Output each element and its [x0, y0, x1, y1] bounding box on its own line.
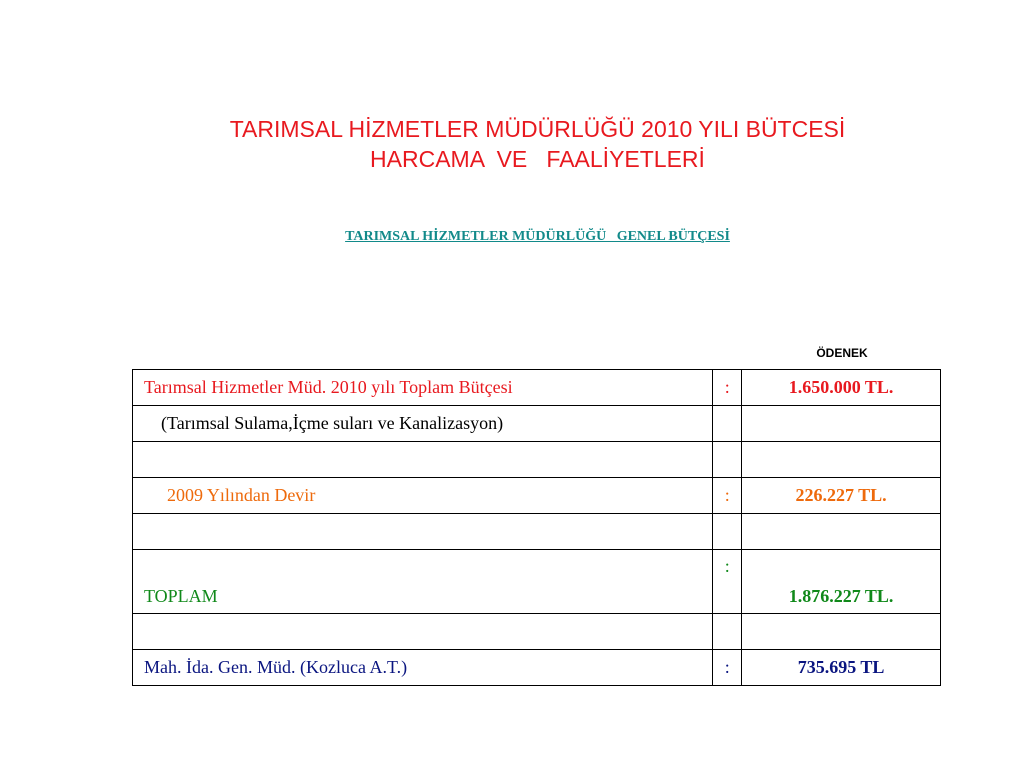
table-row	[133, 370, 941, 406]
row-separator	[713, 614, 742, 650]
row-value: 735.695 TL	[742, 650, 941, 686]
table-row	[133, 478, 941, 514]
row-separator: :	[713, 478, 742, 514]
row-label	[133, 442, 713, 478]
row-separator: :	[713, 550, 742, 614]
table-row	[133, 406, 941, 442]
row-separator	[713, 514, 742, 550]
row-value: 226.227 TL.	[742, 478, 941, 514]
row-value: 1.876.227 TL.	[742, 550, 941, 614]
row-label: 2009 Yılından Devir	[133, 478, 713, 514]
table-row	[133, 514, 941, 550]
table-row	[133, 614, 941, 650]
title-line-2: HARCAMA VE FAALİYETLERİ	[370, 146, 705, 172]
section-subtitle: TARIMSAL HİZMETLER MÜDÜRLÜĞÜ GENEL BÜTÇESİ	[345, 229, 730, 244]
column-header-odenek: ÖDENEK	[816, 346, 868, 360]
budget-table	[132, 369, 941, 686]
row-value	[742, 406, 941, 442]
row-separator: :	[713, 650, 742, 686]
table-row	[133, 650, 941, 686]
row-label: TOPLAM	[133, 550, 713, 614]
row-label	[133, 614, 713, 650]
row-label: Mah. İda. Gen. Müd. (Kozluca A.T.)	[133, 650, 713, 686]
table-row	[133, 442, 941, 478]
table-row	[133, 550, 941, 614]
row-separator: :	[713, 370, 742, 406]
row-label: (Tarımsal Sulama,İçme suları ve Kanalizasyon)	[133, 406, 713, 442]
row-separator	[713, 442, 742, 478]
page-title	[100, 114, 975, 174]
row-value	[742, 514, 941, 550]
row-label	[133, 514, 713, 550]
title-line-1: TARIMSAL HİZMETLER MÜDÜRLÜĞÜ 2010 YILI BÜTCESİ	[229, 116, 846, 142]
row-value	[742, 442, 941, 478]
row-label: Tarımsal Hizmetler Müd. 2010 yılı Toplam Bütçesi	[133, 370, 713, 406]
row-separator	[713, 406, 742, 442]
row-value: 1.650.000 TL.	[742, 370, 941, 406]
row-value	[742, 614, 941, 650]
